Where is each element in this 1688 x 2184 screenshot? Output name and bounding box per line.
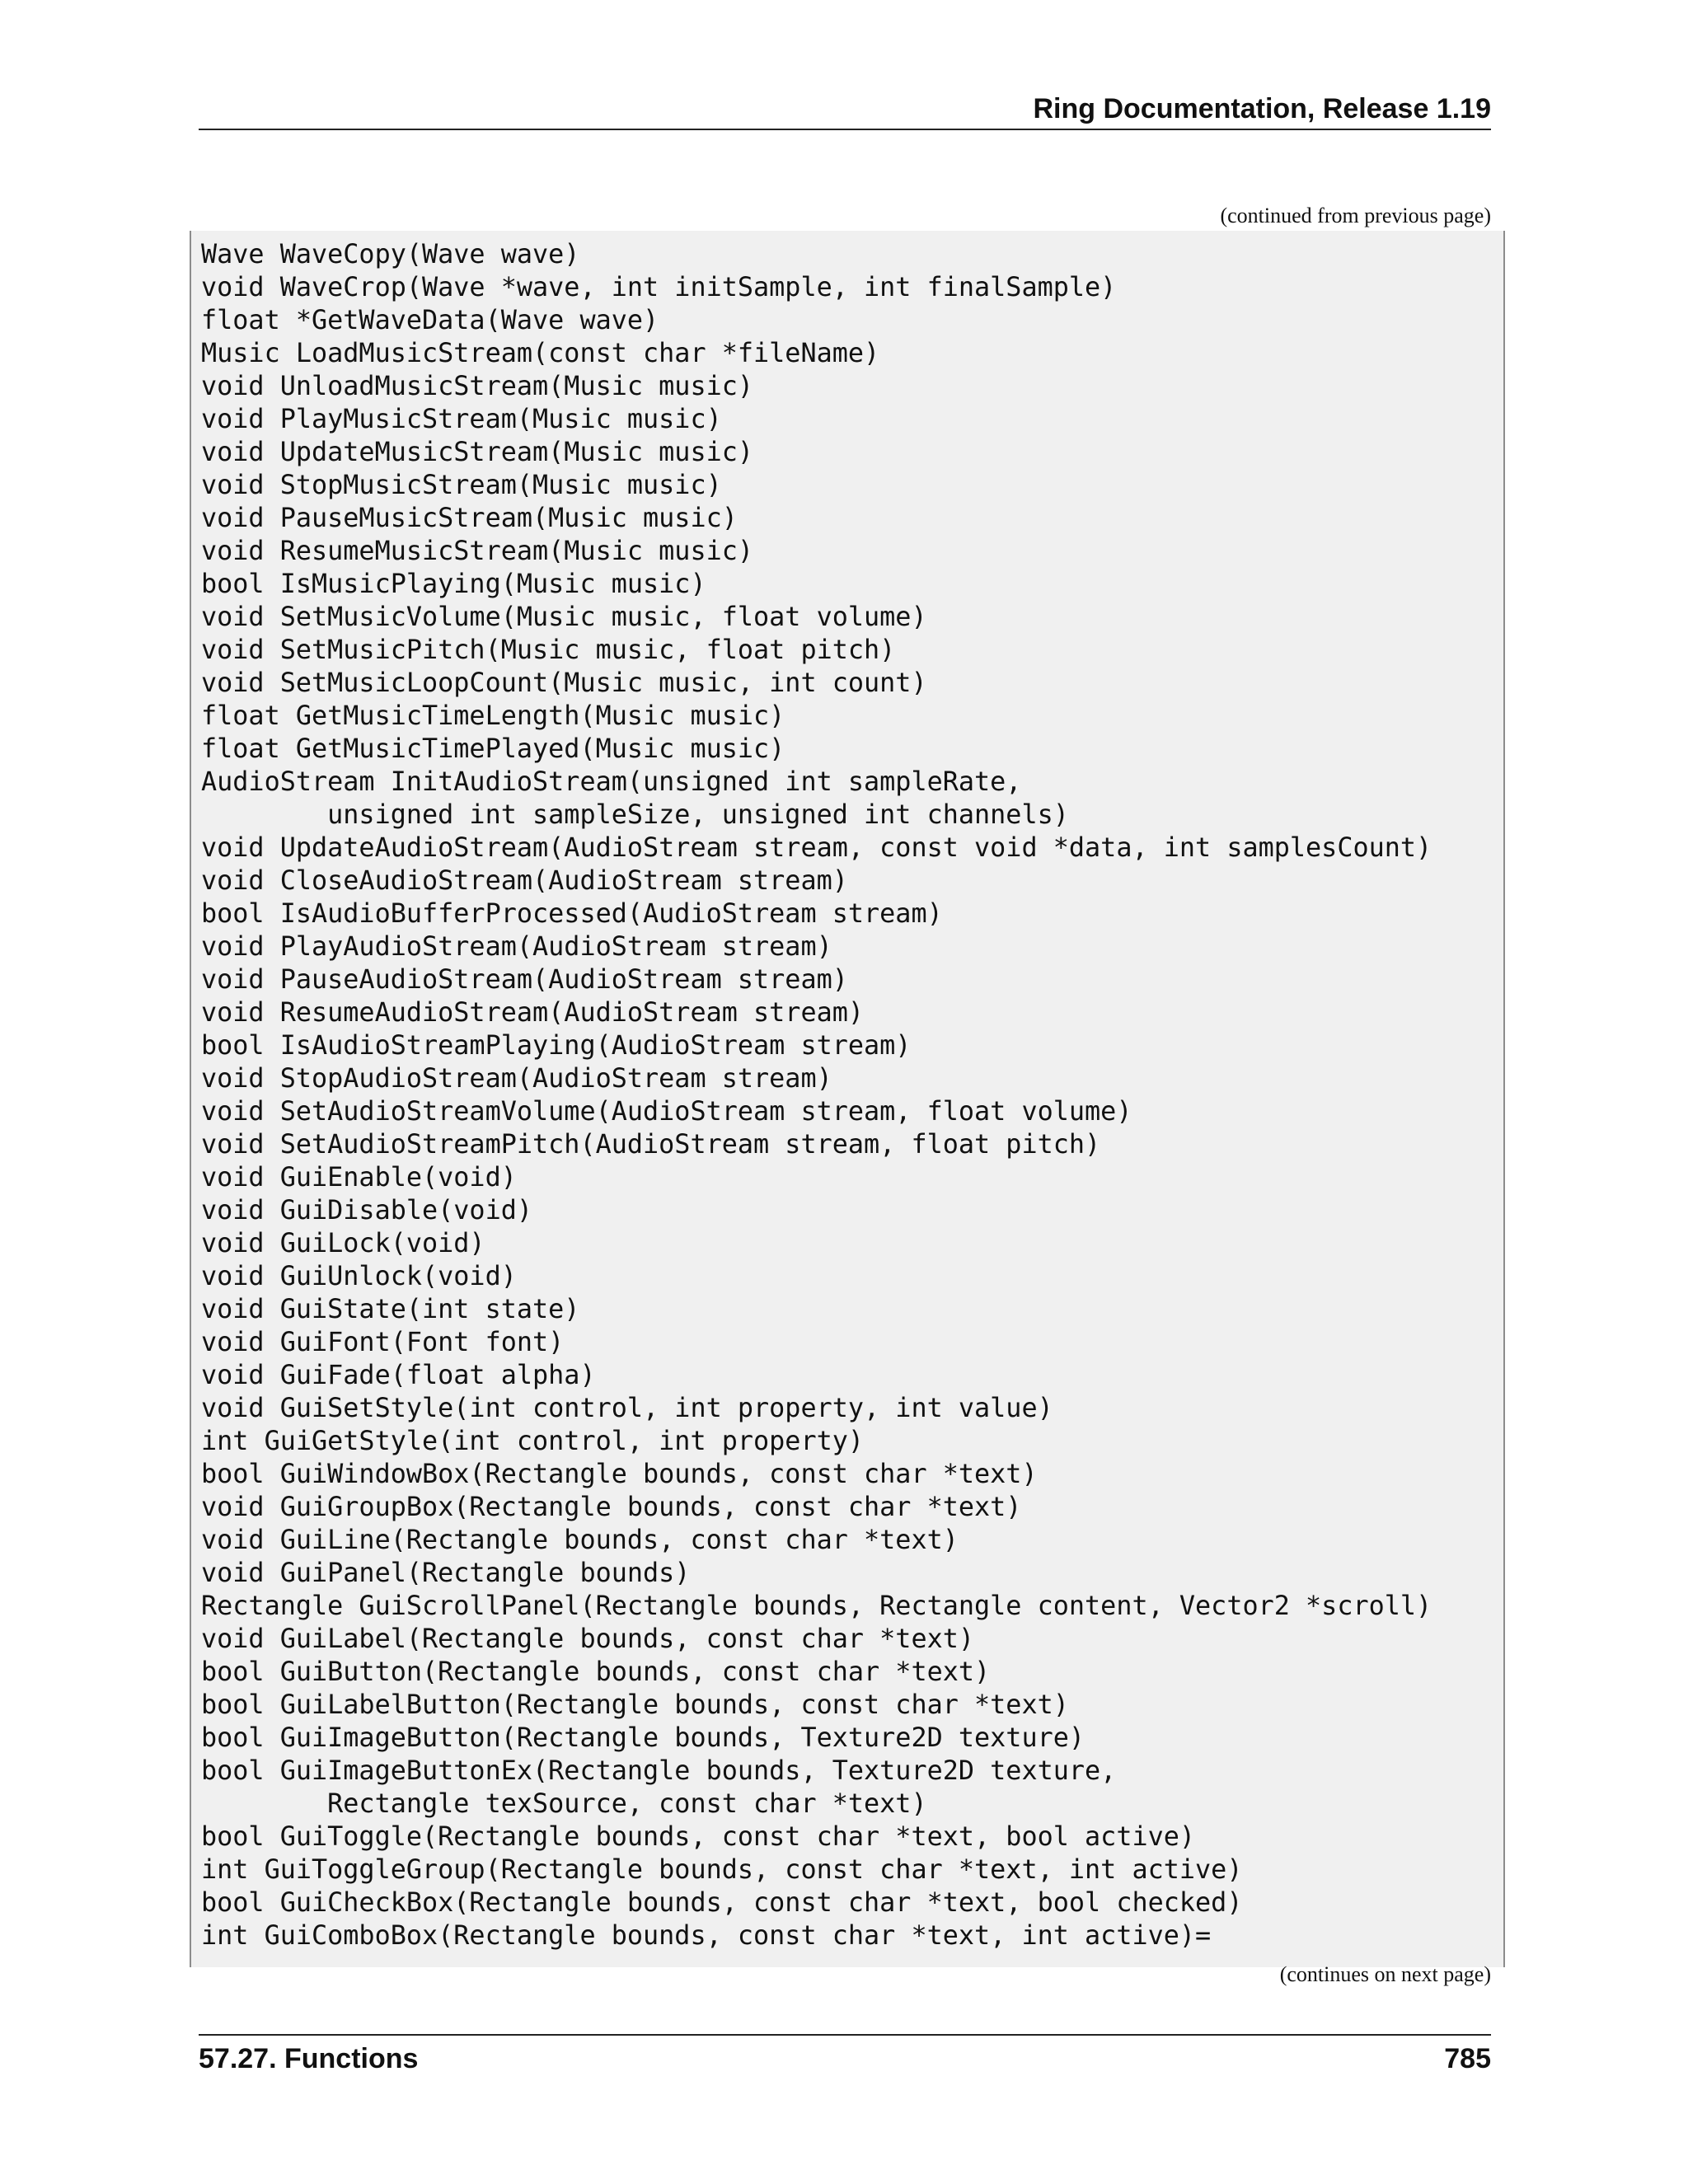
code-line: void UpdateAudioStream(AudioStream stream, const void *data, int samplesCount) [201,832,1432,863]
code-line: bool GuiLabelButton(Rectangle bounds, const char *text) [201,1690,1069,1720]
code-line: Rectangle texSource, const char *text) [201,1788,927,1819]
code-line: void ResumeMusicStream(Music music) [201,536,754,566]
page-header [199,89,1491,130]
code-line: int GuiGetStyle(int control, int property) [201,1426,865,1456]
code-line: void GuiLine(Rectangle bounds, const char *text) [201,1525,959,1555]
code-line: void PauseMusicStream(Music music) [201,503,738,533]
footer-section-title: 57.27. Functions [199,2043,419,2074]
code-line: Rectangle GuiScrollPanel(Rectangle bounds, Rectangle content, Vector2 *scroll) [201,1591,1432,1621]
code-line: void SetMusicVolume(Music music, float volume) [201,602,927,632]
code-line: void StopAudioStream(AudioStream stream) [201,1063,832,1094]
code-line: float *GetWaveData(Wave wave) [201,305,659,335]
code-line: void SetAudioStreamPitch(AudioStream stream, float pitch) [201,1129,1101,1160]
code-line: float GetMusicTimeLength(Music music) [201,701,785,731]
code-line: void CloseAudioStream(AudioStream stream) [201,865,848,896]
footer-divider [199,2034,1491,2036]
code-line: float GetMusicTimePlayed(Music music) [201,733,785,764]
code-line: void PlayMusicStream(Music music) [201,404,722,434]
code-line: bool GuiWindowBox(Rectangle bounds, const char *text) [201,1459,1038,1489]
code-line: void WaveCrop(Wave *wave, int initSample, int finalSample) [201,272,1117,302]
code-line: void GuiFade(float alpha) [201,1360,596,1390]
code-line: void GuiLabel(Rectangle bounds, const char *text) [201,1624,975,1654]
code-line: void UnloadMusicStream(Music music) [201,371,754,401]
continues-on-next-label: (continues on next page) [1279,1962,1491,1986]
code-line: void SetMusicPitch(Music music, float pitch) [201,635,896,665]
code-line: void GuiUnlock(void) [201,1261,517,1291]
code-line: void StopMusicStream(Music music) [201,470,722,500]
code-line: void SetMusicLoopCount(Music music, int count) [201,668,927,698]
code-line: Wave WaveCopy(Wave wave) [201,239,580,269]
code-line: void GuiDisable(void) [201,1195,533,1226]
code-line: bool IsAudioBufferProcessed(AudioStream stream) [201,898,943,929]
code-line: bool IsAudioStreamPlaying(AudioStream stream) [201,1030,912,1061]
code-line: int GuiComboBox(Rectangle bounds, const char *text, int active)= [201,1920,1212,1951]
code-line: void GuiState(int state) [201,1294,580,1324]
code-line: void PauseAudioStream(AudioStream stream) [201,964,848,995]
code-line: bool GuiToggle(Rectangle bounds, const char *text, bool active) [201,1821,1196,1852]
code-line: void GuiFont(Font font) [201,1327,565,1357]
code-line: bool GuiCheckBox(Rectangle bounds, const char *text, bool checked) [201,1887,1243,1918]
code-line: void UpdateMusicStream(Music music) [201,437,754,467]
code-line: void GuiEnable(void) [201,1162,517,1193]
code-line: void GuiSetStyle(int control, int property, int value) [201,1393,1053,1423]
code-line: bool GuiButton(Rectangle bounds, const char *text) [201,1657,991,1687]
code-line: AudioStream InitAudioStream(unsigned int sampleRate, [201,766,1022,797]
code-line: void PlayAudioStream(AudioStream stream) [201,931,832,962]
code-block [190,231,1505,1967]
document-title: Ring Documentation, Release 1.19 [1033,93,1491,124]
code-line: unsigned int sampleSize, unsigned int channels) [201,799,1069,830]
continued-from-previous-label: (continued from previous page) [1220,204,1491,227]
code-line: void GuiGroupBox(Rectangle bounds, const char *text) [201,1492,1022,1522]
code-line: void ResumeAudioStream(AudioStream stream) [201,997,865,1028]
code-line: bool IsMusicPlaying(Music music) [201,569,706,599]
page-number: 785 [1444,2043,1491,2074]
code-line: void GuiPanel(Rectangle bounds) [201,1558,691,1588]
code-line: Music LoadMusicStream(const char *fileName) [201,338,880,368]
code-line: bool GuiImageButton(Rectangle bounds, Texture2D texture) [201,1722,1085,1753]
code-line: int GuiToggleGroup(Rectangle bounds, const char *text, int active) [201,1854,1243,1885]
code-line: bool GuiImageButtonEx(Rectangle bounds, Texture2D texture, [201,1755,1117,1786]
code-line: void GuiLock(void) [201,1228,485,1258]
code-line: void SetAudioStreamVolume(AudioStream stream, float volume) [201,1096,1132,1127]
